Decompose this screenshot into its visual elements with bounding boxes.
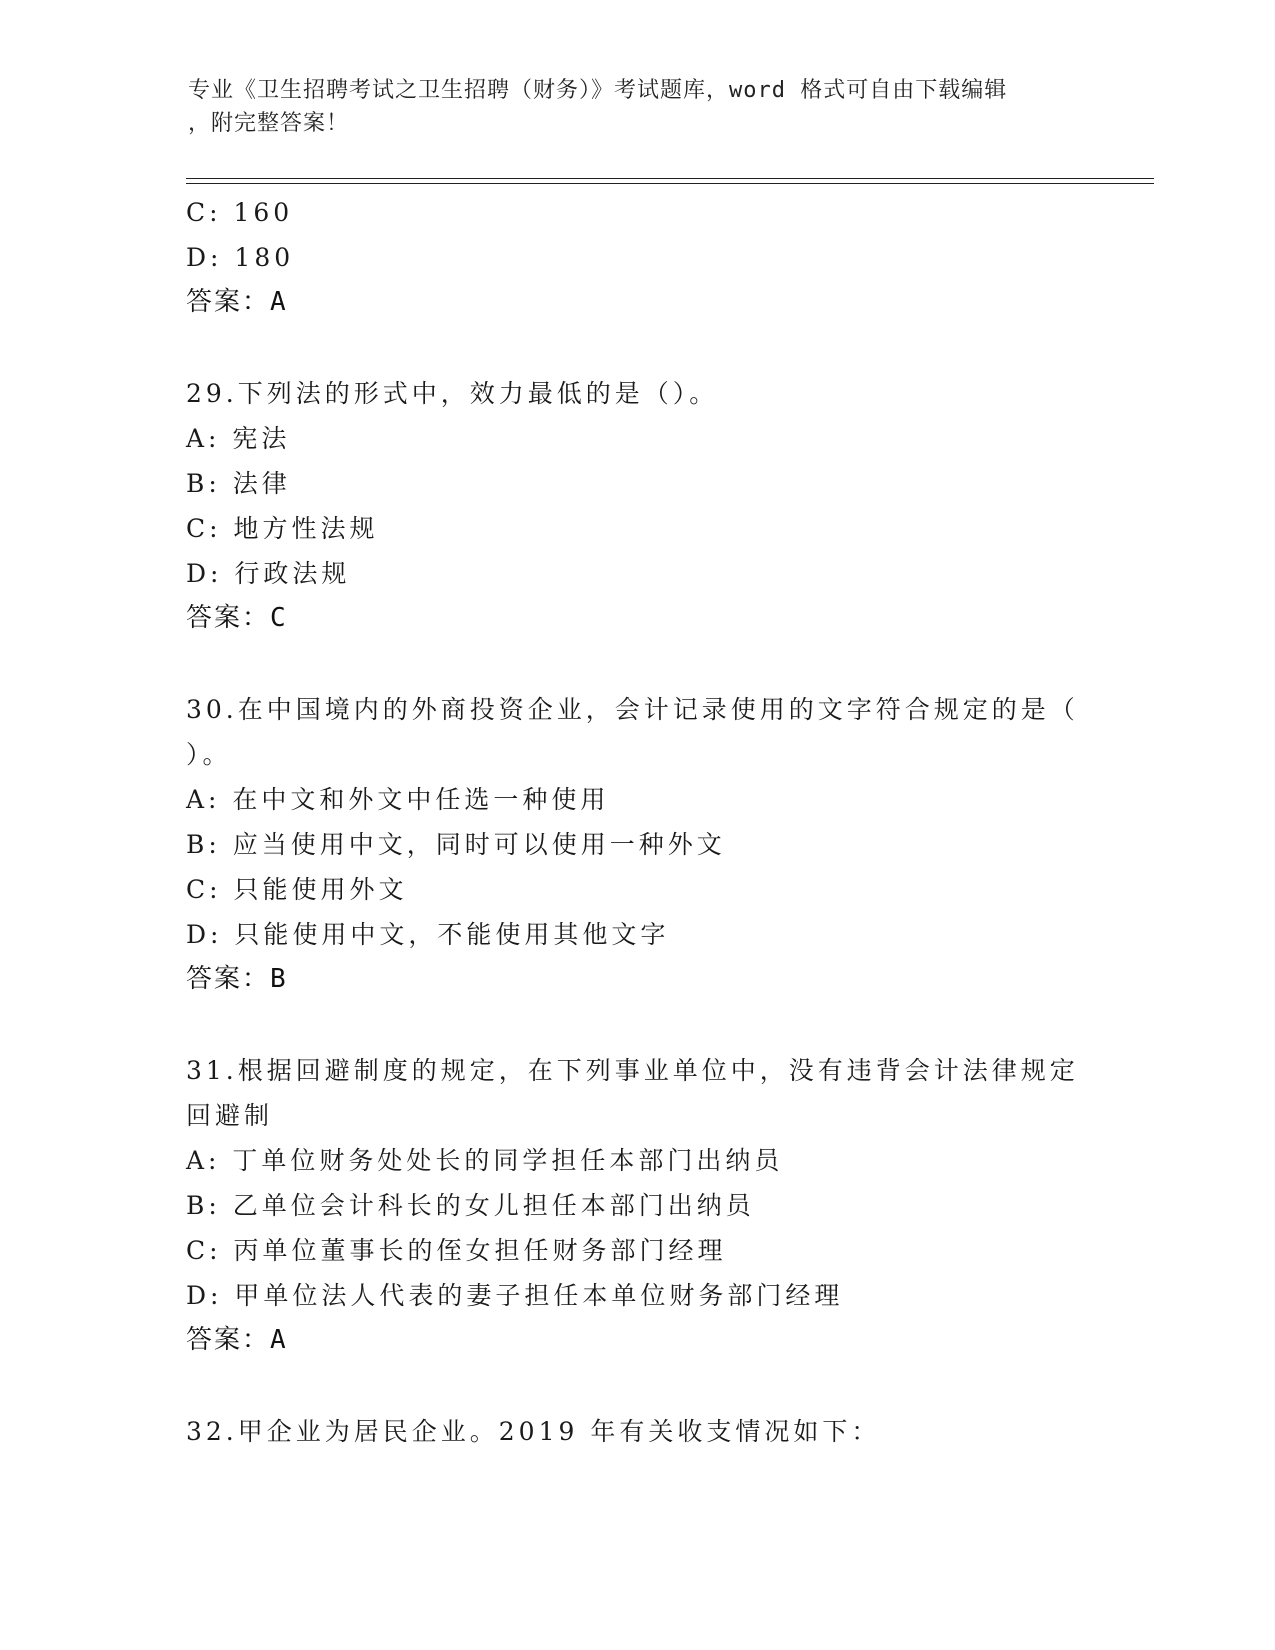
option-b: B: 法律: [186, 469, 291, 498]
header-rule-bottom: [186, 183, 1154, 184]
option-c: C: 只能使用外文: [186, 875, 408, 904]
question-block-31: [186, 1048, 1086, 1363]
option-a: A: 丁单位财务处处长的同学担任本部门出纳员: [186, 1146, 784, 1175]
answer-line: [186, 280, 1086, 325]
question-block-30: [186, 687, 1086, 1002]
answer-value: A: [270, 1325, 286, 1355]
header-line-2: ，附完整答案！: [188, 111, 350, 136]
answer-line: [186, 957, 1086, 1002]
option-d: D: 只能使用中文，不能使用其他文字: [186, 920, 670, 949]
answer-label: 答案：: [186, 964, 271, 994]
answer-value: C: [270, 603, 286, 633]
option-d: D: 行政法规: [186, 559, 351, 588]
question-block-32: [186, 1409, 1086, 1454]
answer-label: 答案：: [186, 287, 271, 317]
answer-label: 答案：: [186, 1325, 271, 1355]
option-d: D: 甲单位法人代表的妻子担任本单位财务部门经理: [186, 1281, 844, 1310]
question-text: 29.下列法的形式中，效力最低的是（）。: [186, 379, 719, 408]
answer-line: [186, 596, 1086, 641]
option-a: A: 在中文和外文中任选一种使用: [186, 785, 610, 814]
option-b: B: 应当使用中文，同时可以使用一种外文: [186, 830, 726, 859]
option-c: C: 丙单位董事长的侄女担任财务部门经理: [186, 1236, 727, 1265]
question-list: [186, 190, 1086, 1454]
question-text-cont: ）。: [186, 740, 232, 769]
question-text-cont: 回避制: [186, 1101, 274, 1130]
question-text: 30.在中国境内的外商投资企业，会计记录使用的文字符合规定的是（: [186, 695, 1079, 724]
option-c: C: 160: [186, 198, 294, 227]
question-text: 32.甲企业为居民企业。2019 年有关收支情况如下：: [186, 1417, 881, 1446]
question-text: 31.根据回避制度的规定，在下列事业单位中，没有违背会计法律规定: [186, 1056, 1079, 1085]
option-a: A: 宪法: [186, 424, 291, 453]
option-d: D: 180: [186, 243, 295, 272]
answer-value: A: [270, 287, 286, 317]
header-rule-top: [186, 178, 1154, 179]
answer-value: B: [270, 964, 286, 994]
answer-label: 答案：: [186, 603, 271, 633]
answer-line: [186, 1318, 1086, 1363]
page-header: [188, 74, 1068, 140]
option-c: C: 地方性法规: [186, 514, 379, 543]
header-line-1: 专业《卫生招聘考试之卫生招聘（财务）》考试题库，word 格式可自由下载编辑: [188, 78, 1008, 103]
question-block-28: [186, 190, 1086, 325]
option-b: B: 乙单位会计科长的女儿担任本部门出纳员: [186, 1191, 755, 1220]
question-block-29: [186, 371, 1086, 641]
